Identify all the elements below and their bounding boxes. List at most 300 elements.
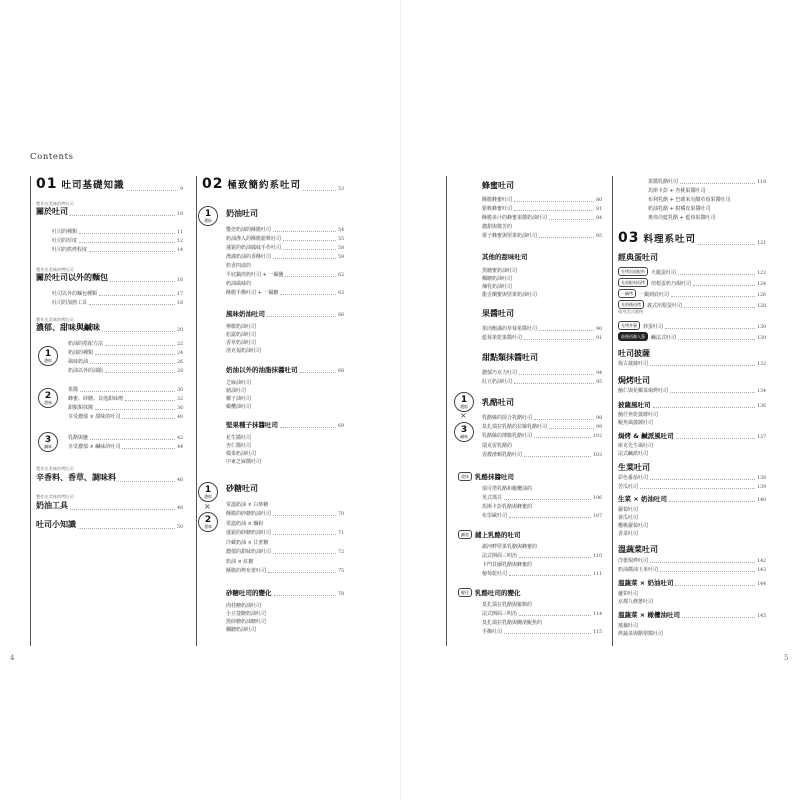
- entry-title: 奶油醬油玉米吐司: [618, 567, 659, 573]
- entry-title: 復古披薩吐司: [618, 361, 649, 367]
- toc-section[interactable]: [458, 588, 602, 597]
- toc-section[interactable]: [618, 610, 766, 619]
- dot-leader: [122, 447, 175, 449]
- toc-section[interactable]: [226, 588, 344, 597]
- page-ref: 59: [338, 255, 344, 260]
- toc-entry[interactable]: [648, 187, 766, 194]
- toc-section[interactable]: [618, 544, 766, 555]
- section-title: 關於吐司以外的麵包: [36, 273, 108, 282]
- entry-title: 乳酪與鹽: [68, 435, 89, 441]
- entry-title: 京都九條蔥吐司: [618, 599, 654, 605]
- step-badge-1: 1 濃郁: [198, 482, 218, 502]
- chapter-01-heading[interactable]: [36, 176, 183, 192]
- toc-section[interactable]: [482, 397, 602, 408]
- dot-leader: [273, 230, 336, 232]
- page-ref: 11: [177, 230, 183, 235]
- toc-entry[interactable]: [482, 334, 602, 341]
- section-caption: 製作出美味的烤吐司: [36, 494, 74, 499]
- toc-entry[interactable]: [68, 413, 183, 420]
- dot-leader: [125, 399, 175, 401]
- section-title: 砂糖吐司的變化: [226, 589, 272, 597]
- entry-title: 享受濃郁 × 鹹味的吐司: [68, 444, 121, 450]
- toc-entry[interactable]: [482, 378, 602, 385]
- toc-section[interactable]: [36, 272, 183, 283]
- page-ref: 70: [338, 512, 344, 517]
- toc-entry[interactable]: [618, 442, 766, 449]
- toc-entry[interactable]: [618, 598, 766, 605]
- toc-section[interactable]: [226, 365, 344, 374]
- dot-leader: [684, 306, 755, 308]
- toc-entry[interactable]: [226, 626, 344, 633]
- entry-title: 莫扎瑞拉乳酪與醃漬鯷魚的: [482, 620, 543, 626]
- entry-title: 法式開面三明治: [482, 553, 518, 559]
- toc-entry[interactable]: [226, 458, 344, 465]
- section-title: 乳酪吐司: [482, 398, 514, 407]
- toc-entry[interactable]: [482, 619, 602, 626]
- toc-entry[interactable]: [482, 552, 602, 559]
- toc-entry[interactable]: [226, 331, 344, 338]
- toc-entry[interactable]: [618, 278, 766, 287]
- step-badge-1: 1 濃郁: [454, 392, 474, 412]
- toc-section[interactable]: [36, 472, 183, 483]
- chapter-03-heading[interactable]: [618, 230, 766, 246]
- entry-title: 酥脆的烤布蕾吐司: [226, 568, 267, 574]
- section-title: 披薩風吐司: [618, 401, 651, 409]
- entry-title: 香濃滑順乳酪吐司: [482, 452, 523, 458]
- toc-entry[interactable]: [68, 443, 183, 450]
- dot-leader: [671, 295, 755, 297]
- toc-entry[interactable]: [52, 290, 183, 297]
- section-caption: 使用美式風格: [618, 309, 644, 314]
- toc-entry[interactable]: [618, 590, 766, 597]
- toc-entry[interactable]: [226, 558, 344, 565]
- toc-entry[interactable]: [226, 289, 344, 296]
- toc-entry[interactable]: [482, 442, 602, 449]
- dot-leader: [524, 455, 591, 457]
- toc-entry[interactable]: [226, 539, 344, 546]
- dot-leader: [534, 436, 591, 438]
- entry-title: 楓糖奶油吐司: [226, 627, 257, 633]
- toc-entry[interactable]: [482, 561, 602, 568]
- toc-entry[interactable]: [618, 506, 766, 513]
- entry-title: 蜂蜜、砂糖、其他甜味劑: [68, 396, 124, 402]
- toc-entry[interactable]: [482, 570, 602, 577]
- dot-leader: [267, 315, 336, 317]
- toc-entry[interactable]: [226, 253, 344, 260]
- entry-title: 葡萄乾吐司: [482, 571, 508, 577]
- page-ref: 126: [757, 293, 766, 298]
- entry-title: 蓬鬆的砂糖奶油吐司: [226, 530, 272, 536]
- toc-section[interactable]: [226, 309, 344, 318]
- toc-entry[interactable]: [648, 196, 766, 203]
- toc-entry[interactable]: [618, 450, 766, 457]
- entry-title: 洋蔥焗烤吐司: [618, 558, 649, 564]
- entry-title: 瑞可塔乳酪和橄欖油的: [482, 486, 533, 492]
- toc-entry[interactable]: [618, 419, 766, 426]
- toc-entry[interactable]: [68, 358, 183, 365]
- toc-section[interactable]: [36, 206, 183, 217]
- entry-title: 豬油吐司: [226, 388, 247, 394]
- dot-leader: [549, 218, 594, 220]
- page-ref: 18: [177, 301, 183, 306]
- page-ref: 26: [177, 360, 183, 365]
- toc-entry[interactable]: [618, 289, 766, 298]
- entry-title: 庫克先生風吐司: [618, 443, 654, 449]
- dot-leader: [110, 280, 175, 282]
- page-ref: 40: [177, 415, 183, 420]
- toc-entry[interactable]: [482, 512, 602, 519]
- section-title: 堅果種子抹醬吐司: [226, 421, 278, 429]
- page-ref: 55: [338, 237, 344, 242]
- toc-entry[interactable]: [482, 503, 602, 510]
- toc-section[interactable]: [618, 400, 766, 409]
- entry-title: 瑞克雷乳酪的: [482, 443, 513, 449]
- toc-section[interactable]: [618, 578, 766, 587]
- toc-section[interactable]: [618, 375, 766, 386]
- toc-entry[interactable]: [482, 205, 602, 212]
- toc-entry[interactable]: [226, 395, 344, 402]
- dot-leader: [285, 275, 336, 277]
- entry-title: 煉乳奶油吐司: [482, 284, 513, 290]
- section-title: 溫蔬菜吐司: [618, 545, 658, 554]
- page-ref: 42: [177, 436, 183, 441]
- dot-leader: [89, 250, 175, 252]
- toc-entry[interactable]: [226, 387, 344, 394]
- entry-title: 芝麻油吐司: [226, 380, 252, 386]
- column-rule: [612, 176, 613, 646]
- section-title: 甜點類抹醬吐司: [482, 353, 538, 362]
- entry-title: 常溫奶油 × 白砂糖: [226, 502, 269, 508]
- toc-entry[interactable]: [618, 566, 766, 573]
- method-tag: 先煎後再烤: [618, 300, 644, 309]
- toc-entry[interactable]: [226, 567, 344, 574]
- toc-section[interactable]: [482, 252, 602, 261]
- toc-entry[interactable]: [618, 300, 766, 309]
- toc-section[interactable]: [36, 500, 183, 511]
- section-caption: 製作出美味的烤吐司: [36, 201, 74, 206]
- entry-title: 彩色番茄吐司: [618, 475, 649, 481]
- toc-entry[interactable]: [482, 610, 602, 617]
- entry-title: 莫扎瑞拉乳酪與羅勒的: [482, 602, 533, 608]
- toc-entry[interactable]: [648, 205, 766, 212]
- toc-entry[interactable]: [482, 628, 602, 635]
- entry-title: 橄欖油吐司: [226, 404, 252, 410]
- method-tag: 先烤再放配料: [618, 267, 648, 276]
- dot-leader: [105, 371, 175, 373]
- toc-entry[interactable]: [226, 339, 344, 346]
- toc-entry[interactable]: [618, 332, 766, 341]
- toc-entry[interactable]: [618, 411, 766, 418]
- toc-entry[interactable]: [648, 214, 766, 221]
- entry-title: 法式鹹派吐司: [618, 451, 649, 457]
- toc-entry[interactable]: [618, 474, 766, 481]
- toc-entry[interactable]: [226, 510, 344, 517]
- entry-title: 黑砂糖奶油糖吐司: [226, 619, 267, 625]
- toc-entry[interactable]: [482, 414, 602, 421]
- toc-section[interactable]: [458, 530, 602, 539]
- toc-section[interactable]: [618, 348, 766, 359]
- page-ref: 48: [177, 506, 183, 511]
- toc-entry[interactable]: [482, 494, 602, 501]
- toc-section[interactable]: [36, 519, 183, 530]
- toc-entry[interactable]: [226, 602, 344, 609]
- toc-entry[interactable]: [618, 360, 766, 367]
- entry-title: 松露奶油吐司: [226, 332, 257, 338]
- toc-entry[interactable]: [226, 501, 344, 508]
- page-ref: 75: [338, 569, 344, 574]
- toc-entry[interactable]: [482, 432, 602, 439]
- page-ref: 134: [757, 389, 766, 394]
- toc-entry[interactable]: [226, 226, 344, 233]
- chapter-02-heading[interactable]: [202, 176, 344, 192]
- entry-title: 黑糖蜜奶油吐司: [482, 268, 518, 274]
- dot-leader: [640, 487, 755, 489]
- entry-title: 蘆筍吐司: [618, 591, 639, 597]
- toc-entry[interactable]: [226, 379, 344, 386]
- toc-section[interactable]: [36, 322, 183, 333]
- page-ref: 107: [593, 514, 602, 519]
- toc-entry[interactable]: [226, 610, 344, 617]
- page-ref: 102: [593, 434, 602, 439]
- page-ref: 98: [596, 416, 602, 421]
- toc-entry[interactable]: [226, 618, 344, 625]
- toc-entry[interactable]: [618, 514, 766, 521]
- toc-entry[interactable]: [52, 228, 183, 235]
- toc-entry[interactable]: [482, 291, 602, 298]
- page-ref: 142: [757, 559, 766, 564]
- toc-entry[interactable]: [618, 267, 766, 276]
- toc-entry[interactable]: [68, 340, 183, 347]
- toc-entry[interactable]: [482, 601, 602, 608]
- section-title: 砂糖吐司: [226, 484, 258, 493]
- toc-entry[interactable]: [482, 232, 602, 239]
- toc-entry[interactable]: [618, 387, 766, 394]
- toc-entry[interactable]: [226, 403, 344, 410]
- toc-entry[interactable]: [226, 520, 344, 527]
- dot-leader: [504, 632, 591, 634]
- section-caption: 製作出美味的烤吐司: [36, 267, 74, 272]
- toc-entry[interactable]: [226, 434, 344, 441]
- page-ref: 30: [177, 388, 183, 393]
- section-title: 關於吐司: [36, 207, 68, 216]
- toc-entry[interactable]: [482, 485, 602, 492]
- toc-entry[interactable]: [648, 178, 766, 185]
- step-badge-2: 2 甜味: [198, 512, 218, 532]
- entry-title: 奶油的種類: [68, 350, 94, 356]
- dot-leader: [678, 273, 755, 275]
- toc-entry[interactable]: [68, 367, 183, 374]
- toc-entry[interactable]: [226, 262, 344, 269]
- toc-entry[interactable]: [226, 529, 344, 536]
- dot-leader: [678, 338, 755, 340]
- entry-title: 花生醬吐司: [226, 435, 252, 441]
- page-ref: 9: [180, 187, 183, 192]
- toc-entry[interactable]: [226, 271, 344, 278]
- section-title: 生菜吐司: [618, 463, 650, 472]
- chapter-number: 03: [618, 230, 640, 246]
- section-title: 鋪上乳酪的吐司: [475, 531, 521, 539]
- entry-title: 義式培根蛋吐司: [647, 303, 683, 309]
- chapter-number: 01: [36, 176, 58, 192]
- toc-entry[interactable]: [226, 235, 344, 242]
- toc-entry[interactable]: [482, 451, 602, 458]
- entry-title: 紅豆奶油吐司: [482, 379, 513, 385]
- toc-entry[interactable]: [618, 321, 766, 330]
- page-ref: 20: [177, 328, 183, 333]
- toc-entry[interactable]: [52, 237, 183, 244]
- method-tag: 鋪放: [458, 530, 472, 539]
- section-caption: 製作出美味的烤吐司: [36, 317, 74, 322]
- page-ref: 66: [338, 313, 344, 318]
- toc-entry[interactable]: [482, 267, 602, 274]
- toc-entry[interactable]: [482, 214, 602, 221]
- page-ref: 115: [593, 630, 602, 635]
- toc-entry[interactable]: [68, 349, 183, 356]
- toc-entry[interactable]: [52, 299, 183, 306]
- cross-mark: ×: [204, 502, 211, 511]
- toc-section[interactable]: [226, 420, 344, 429]
- method-tag: 最後再淋入蛋: [618, 332, 648, 341]
- dot-leader: [676, 437, 756, 439]
- toc-entry[interactable]: [618, 522, 766, 529]
- section-title: 奶油工具: [36, 501, 68, 510]
- entry-title: 莫扎瑞拉乳酪的拉絲乳酪吐司: [482, 424, 548, 430]
- toc-section[interactable]: [226, 483, 344, 494]
- dot-leader: [127, 189, 179, 191]
- entry-title: 鬆軟蜂蜜吐司: [482, 206, 513, 212]
- step-badge-1: 1 濃郁: [38, 346, 58, 366]
- entry-title: 奶油滲入的酥脆鬆軟吐司: [226, 236, 282, 242]
- page-ref: 22: [177, 342, 183, 347]
- column-rule: [196, 176, 197, 646]
- page-ref: 81: [596, 207, 602, 212]
- entry-title: 藍莓果乾果醬吐司: [482, 335, 523, 341]
- toc-section[interactable]: [618, 494, 766, 503]
- toc-section[interactable]: [458, 472, 602, 481]
- toc-section[interactable]: [226, 208, 344, 219]
- toc-entry[interactable]: [618, 530, 766, 537]
- section-title: 蜂蜜吐司: [482, 181, 514, 190]
- toc-entry[interactable]: [618, 557, 766, 564]
- page-ref: 95: [596, 380, 602, 385]
- toc-entry[interactable]: [482, 369, 602, 376]
- entry-title: 炒蛋吐司: [643, 324, 664, 330]
- dot-leader: [650, 561, 755, 563]
- right-page-number: 5: [784, 654, 789, 662]
- toc-entry[interactable]: [482, 196, 602, 203]
- toc-entry[interactable]: [52, 246, 183, 253]
- dot-leader: [273, 514, 336, 516]
- dot-leader: [273, 257, 336, 259]
- method-tag: 變化: [458, 588, 472, 597]
- entry-title: 楓糖奶油吐司: [482, 276, 513, 282]
- toc-entry[interactable]: [68, 395, 183, 402]
- toc-section[interactable]: [618, 462, 766, 473]
- dot-leader: [519, 373, 594, 375]
- entry-title: 乳酪絲的薄脆乳酪吐司: [482, 433, 533, 439]
- dot-leader: [122, 417, 175, 419]
- entry-title: 吐司以外的麵包種類: [52, 291, 98, 297]
- toc-entry[interactable]: [618, 483, 766, 490]
- toc-entry[interactable]: [482, 223, 602, 230]
- toc-entry[interactable]: [68, 386, 183, 393]
- toc-section[interactable]: [482, 180, 602, 191]
- page-ref: 72: [338, 550, 344, 555]
- page-ref: 78: [338, 592, 344, 597]
- toc-entry[interactable]: [226, 280, 344, 287]
- toc-entry[interactable]: [226, 347, 344, 354]
- entry-title: 甜點類抹醬: [68, 405, 94, 411]
- toc-entry[interactable]: [482, 423, 602, 430]
- toc-entry[interactable]: [618, 622, 766, 629]
- entry-title: 烤蔬菜與酪梨醬吐司: [618, 631, 664, 637]
- entry-title: 吐司的加熱工具: [52, 300, 88, 306]
- toc-entry[interactable]: [68, 404, 183, 411]
- toc-entry[interactable]: [482, 325, 602, 332]
- toc-entry[interactable]: [226, 323, 344, 330]
- dot-leader: [534, 418, 594, 420]
- entry-title: 奧弗涅藍乳酪 + 藍莓果醬吐司: [648, 215, 716, 221]
- toc-entry[interactable]: [68, 434, 183, 441]
- section-title: 濃郁、甜味與鹹味: [36, 323, 100, 332]
- section-title: 焗烤吐司: [618, 376, 650, 385]
- entry-title: 冷藏奶油 × 甘蔗糖: [226, 540, 269, 546]
- toc-entry[interactable]: [226, 450, 344, 457]
- page-ref: 69: [338, 424, 344, 429]
- entry-title: 奶油 × 紅糖: [226, 559, 254, 565]
- entry-title: 法式開面三明治: [482, 611, 518, 617]
- dot-leader: [105, 344, 175, 346]
- section-title: 奶油吐司: [226, 209, 258, 218]
- page-ref: 16: [177, 278, 183, 283]
- toc-entry[interactable]: [618, 630, 766, 637]
- entry-title: 奶油的搭配方法: [68, 341, 104, 347]
- column-rule: [446, 176, 447, 646]
- entry-title: 濃甜與微苦的: [482, 224, 513, 230]
- toc-section[interactable]: [618, 252, 766, 263]
- dot-leader: [90, 362, 175, 364]
- page-ref: 124: [757, 282, 766, 287]
- method-tag: 一鍋烤: [618, 289, 636, 298]
- method-tag: 先烤外層: [618, 321, 640, 330]
- toc-entry[interactable]: [482, 283, 602, 290]
- dot-leader: [280, 426, 336, 428]
- entry-title: 櫻桃蘿蔔吐司: [618, 523, 649, 529]
- entry-title: 謝河畔堅果乳酪與蜂蜜的: [482, 544, 538, 550]
- dot-leader: [650, 478, 755, 480]
- entry-title: 手撕吐司: [482, 629, 503, 635]
- toc-section[interactable]: [618, 431, 766, 440]
- toc-section[interactable]: [482, 352, 602, 363]
- entry-title: 雙倍奶油的酥脆吐司: [226, 227, 272, 233]
- entry-title: 鮪仁與花椰菜焗烤吐司: [618, 388, 669, 394]
- chapter-title: 料理系吐司: [643, 234, 696, 245]
- entry-title: 吐司的厚度: [52, 238, 78, 244]
- dot-leader: [70, 214, 175, 216]
- entry-title: 滲滿奶油的香酥吐司: [226, 254, 272, 260]
- toc-entry[interactable]: [226, 244, 344, 251]
- toc-entry[interactable]: [482, 275, 602, 282]
- toc-section[interactable]: [482, 308, 602, 319]
- toc-entry[interactable]: [226, 548, 344, 555]
- dot-leader: [99, 294, 175, 296]
- toc-entry[interactable]: [482, 543, 602, 550]
- toc-entry[interactable]: [226, 442, 344, 449]
- entry-title: 蓮藕吐司: [618, 623, 639, 629]
- page-ref: 94: [596, 371, 602, 376]
- page-ref: 28: [177, 369, 183, 374]
- toc-column-1: [36, 176, 183, 646]
